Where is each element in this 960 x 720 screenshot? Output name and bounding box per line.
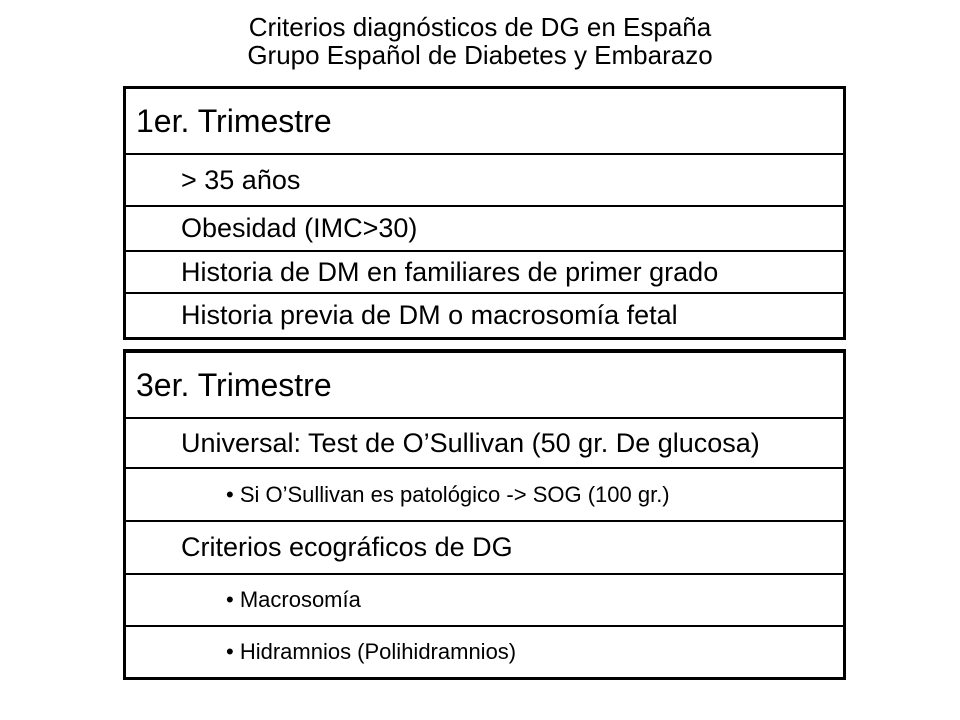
table-third-trimester-header: 3er. Trimestre <box>136 366 332 403</box>
table-row-family-history-dm: Historia de DM en familiares de primer grado <box>126 250 843 292</box>
table-row-osullivan-test: Universal: Test de O’Sullivan (50 gr. De glucosa) <box>126 417 843 467</box>
table-first-trimester-header: 1er. Trimestre <box>136 102 332 139</box>
slide-title-line1: Criterios diagnósticos de DG en España <box>248 12 712 42</box>
table-row-osullivan-pathologic-sog: • Si O’Sullivan es patológico -> SOG (100 gr.) <box>126 467 843 520</box>
table-row-previous-history-dm: Historia previa de DM o macrosomía fetal <box>126 292 843 337</box>
table-row-macrosomia: • Macrosomía <box>126 573 843 625</box>
table-row-hydramnios: • Hidramnios (Polihidramnios) <box>126 625 843 677</box>
table-row-age-over-35: > 35 años <box>126 153 843 205</box>
table-third-trimester <box>123 349 846 680</box>
table-row-echographic-criteria: Criterios ecográficos de DG <box>126 520 843 573</box>
slide-title-line2: Grupo Español de Diabetes y Embarazo <box>247 40 713 70</box>
table-row-obesity: Obesidad (IMC>30) <box>126 205 843 250</box>
table-first-trimester <box>123 86 846 340</box>
slide-title <box>0 13 960 69</box>
